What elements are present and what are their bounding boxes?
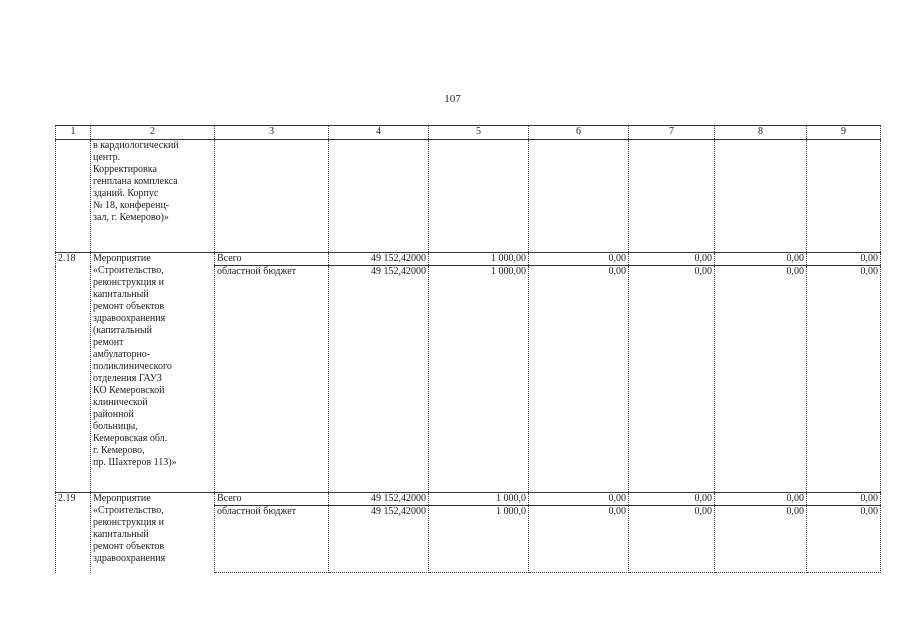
row-description: Мероприятие «Строительство, реконструкция и капитальный ремонт объектов здравоохранения (капитальный ремонт амбулаторно- поликлинического отделения ГАУЗ КО Кемеровской клинической районной больницы, Кемеровская обл. г. Кемерово, пр. Шахтеров 113)» bbox=[91, 253, 215, 493]
continuation-row bbox=[56, 140, 881, 253]
column-header: 7 bbox=[629, 126, 715, 140]
column-header: 6 bbox=[529, 126, 629, 140]
table-row-2-19 bbox=[56, 493, 881, 506]
value-cell: 49 152,42000 bbox=[329, 493, 429, 506]
column-header: 2 bbox=[91, 126, 215, 140]
value-cell: 1 000,00 bbox=[429, 266, 529, 493]
funding-source: Всего bbox=[215, 493, 329, 506]
page-number: 107 bbox=[444, 93, 461, 105]
value-cell: 0,00 bbox=[807, 506, 881, 573]
value-cell: 0,00 bbox=[715, 493, 807, 506]
column-header: 9 bbox=[807, 126, 881, 140]
row-index: 2.19 bbox=[56, 493, 91, 573]
budget-table bbox=[55, 125, 881, 573]
value-cell: 49 152,42000 bbox=[329, 266, 429, 493]
value-cell: 1 000,00 bbox=[429, 253, 529, 266]
row-description: в кардиологический центр. Корректировка генплана комплекса зданий. Корпус № 18, конференц- зал, г. Кемерово)» bbox=[91, 140, 215, 253]
column-header: 3 bbox=[215, 126, 329, 140]
value-cell: 1 000,0 bbox=[429, 493, 529, 506]
value-cell: 0,00 bbox=[715, 253, 807, 266]
column-header: 4 bbox=[329, 126, 429, 140]
value-cell: 0,00 bbox=[629, 506, 715, 573]
value-cell: 0,00 bbox=[715, 506, 807, 573]
column-header: 8 bbox=[715, 126, 807, 140]
value-cell: 0,00 bbox=[629, 493, 715, 506]
funding-source: Всего bbox=[215, 253, 329, 266]
value-cell: 0,00 bbox=[529, 253, 629, 266]
value-cell: 0,00 bbox=[529, 266, 629, 493]
value-cell: 0,00 bbox=[807, 253, 881, 266]
row-index: 2.18 bbox=[56, 253, 91, 493]
column-header: 5 bbox=[429, 126, 529, 140]
column-header: 1 bbox=[56, 126, 91, 140]
funding-source: областной бюджет bbox=[215, 506, 329, 573]
value-cell: 0,00 bbox=[629, 266, 715, 493]
value-cell: 49 152,42000 bbox=[329, 253, 429, 266]
value-cell: 0,00 bbox=[715, 266, 807, 493]
table-row-2-18 bbox=[56, 253, 881, 266]
value-cell: 0,00 bbox=[807, 493, 881, 506]
value-cell: 0,00 bbox=[629, 253, 715, 266]
row-description: Мероприятие «Строительство, реконструкция и капитальный ремонт объектов здравоохранения bbox=[91, 493, 215, 573]
row-index-cell bbox=[56, 140, 91, 253]
funding-source: областной бюджет bbox=[215, 266, 329, 493]
value-cell: 0,00 bbox=[529, 506, 629, 573]
value-cell: 1 000,0 bbox=[429, 506, 529, 573]
value-cell: 0,00 bbox=[807, 266, 881, 493]
header-row bbox=[56, 126, 881, 140]
value-cell: 0,00 bbox=[529, 493, 629, 506]
value-cell: 49 152,42000 bbox=[329, 506, 429, 573]
